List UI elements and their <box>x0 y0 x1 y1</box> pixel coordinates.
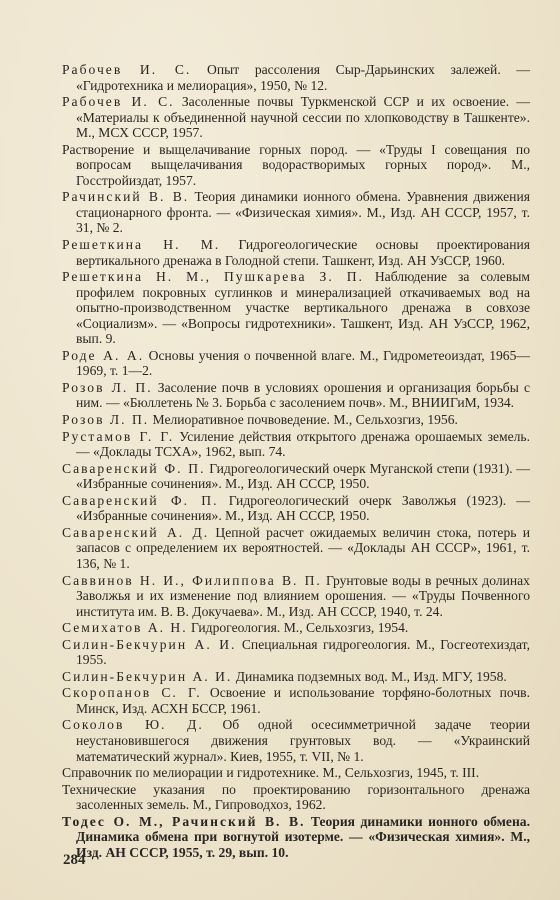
reference-author: Саваренский Ф. П. <box>62 492 219 508</box>
reference-text: Гидрогеологический очерк Муганской степи (1931). — «Избранные сочинения». М., Изд. АН СССР, 1950. <box>76 460 530 492</box>
reference-text: Основы учения о почвенной влаге. М., Гидрометеоиздат, 1965—1969, т. 1—2. <box>76 347 530 379</box>
reference-author: Рабочев И. С. <box>62 94 175 110</box>
reference-text: Засоление почв в условиях орошения и организация борьбы с ним. — «Бюллетень № 3. Борьба с засолением почв». М., ВНИИГиМ, 1934. <box>76 379 531 411</box>
reference-author: Соколов Ю. Д. <box>62 717 204 733</box>
reference-text: Засоленные почвы Туркменской ССР и их освоение. — «Материалы к объединенной научной сессии по хлопководству в Ташкенте». М., МСХ СССР, 1957. <box>76 94 530 141</box>
reference-author: Тодес О. М., Рачинский В. В. <box>62 813 306 829</box>
reference-entry <box>62 717 530 764</box>
reference-author: Рустамов Г. Г. <box>62 428 175 444</box>
reference-entry <box>62 765 530 781</box>
reference-entry <box>62 573 530 620</box>
reference-author: Решеткина Н. М. <box>62 237 221 253</box>
reference-text: Мелиоративное почвоведение. М., Сельхозгиз, 1956. <box>149 412 458 428</box>
reference-entry <box>62 493 530 524</box>
reference-text: Наблюдение за солевым профилем покровных суглинков и минерализацией откачиваемых вод на опытно-производственном участке вертикального дренажа в совхозе «Социализм». — «Вопросы гидротехники». Ташкент, Изд. АН УзССР, 1962, вып. 9. <box>76 269 530 347</box>
reference-text: Специальная гидрогеология. М., Госгеотехиздат, 1955. <box>76 636 530 668</box>
reference-text: Усиление действия открытого дренажа орошаемых земель. — «Доклады ТСХА», 1962, вып. 74. <box>76 428 530 460</box>
reference-entry <box>62 237 530 268</box>
reference-author: Решеткина Н. М., Пушкарева З. П. <box>62 269 364 285</box>
reference-author: Рачинский В. В. <box>62 189 190 205</box>
reference-entry <box>62 620 530 636</box>
reference-text: Грунтовые воды в речных долинах Заволжья и их изменение под влиянием орошения. — «Труды Почвенного института им. В. В. Докучаева». М., Изд. АН СССР, 1940, т. 24. <box>76 572 530 619</box>
reference-entry <box>62 782 530 813</box>
reference-text: Динамика подземных вод. М., Изд. МГУ, 1958. <box>232 668 507 684</box>
reference-entry <box>62 348 530 379</box>
reference-entry <box>62 525 530 572</box>
reference-author: Саваренский Ф. П. <box>62 460 206 476</box>
reference-author: Силин-Бекчурин А. И. <box>62 636 237 652</box>
reference-entry <box>62 637 530 668</box>
reference-entry <box>62 380 530 411</box>
reference-text: Гидрогеологический очерк Заволжья (1923). — «Избранные сочинения». М., Изд. АН СССР, 1950. <box>76 492 530 524</box>
bibliography-list <box>62 62 530 861</box>
reference-author: Саваренский А. Д. <box>62 524 210 540</box>
reference-text: Гидрогеология. М., Сельхозгиз, 1954. <box>187 620 409 636</box>
reference-entry <box>62 429 530 460</box>
reference-entry <box>62 94 530 141</box>
reference-author: Розов Л. П. <box>62 412 150 428</box>
reference-text: Освоение и использование торфяно-болотных почв. Минск, Изд. АСХН БССР, 1961. <box>76 685 530 716</box>
reference-text: Растворение и выщелачивание горных пород. — «Труды I совещания по вопросам выщелачивания водорастворимых горных пород». М., Госстройиздат, 1957. <box>62 141 530 188</box>
reference-text: Теория динамики ионного обмена. Уравнения движения стационарного фронта. — «Физическая химия». М., Изд. АН СССР, 1957, т. 31, № 2. <box>76 189 530 236</box>
page-number: 284 <box>63 852 86 868</box>
reference-author: Рабочев И. С. <box>62 62 192 77</box>
reference-entry <box>62 269 530 347</box>
reference-author: Роде А. А. <box>62 347 145 363</box>
reference-entry <box>62 189 530 236</box>
reference-text: Цепной расчет ожидаемых величин стока, потерь и запасов с определением их вероятностей. — «Доклады АН СССР», 1961, т. 136, № 1. <box>76 524 530 571</box>
reference-text: Теория динамики ионного обмена. Динамика обмена при вогнутой изотерме. — «Физическая химия». М., Изд. АН СССР, 1955, т. 29, вып. 10. <box>76 813 530 860</box>
reference-entry <box>62 669 530 685</box>
reference-entry <box>62 142 530 189</box>
reference-author: Семихатов А. Н. <box>62 620 188 636</box>
reference-entry <box>62 62 530 93</box>
reference-text: Об одной осесимметричной задаче теории неустановившегося движения грунтовых вод. — «Украинский математический журнал». Киев, 1955, т. VII, № 1. <box>76 717 530 764</box>
reference-entry <box>62 685 530 716</box>
reference-entry <box>62 814 530 861</box>
reference-text: Технические указания по проектированию горизонтального дренажа засоленных земель. М., Гипроводхоз, 1962. <box>62 781 530 813</box>
reference-author: Розов Л. П. <box>62 379 153 395</box>
reference-text: Справочник по мелиорации и гидротехнике. М., Сельхозгиз, 1945, т. III. <box>62 765 480 781</box>
reference-text: Опыт рассоления Сыр-Дарьинских залежей. — «Гидротехника и мелиорация», 1950, № 12. <box>76 62 530 93</box>
reference-text: Гидрогеологические основы проектирования вертикального дренажа в Голодной степи. Ташкент, Изд. АН УзССР, 1960. <box>76 237 531 268</box>
reference-entry <box>62 461 530 492</box>
reference-author: Скоропанов С. Г. <box>62 685 202 701</box>
reference-author: Силин-Бекчурин А. И. <box>62 668 233 684</box>
reference-author: Саввинов Н. И., Филиппова В. П. <box>62 572 322 588</box>
reference-entry <box>62 412 530 428</box>
